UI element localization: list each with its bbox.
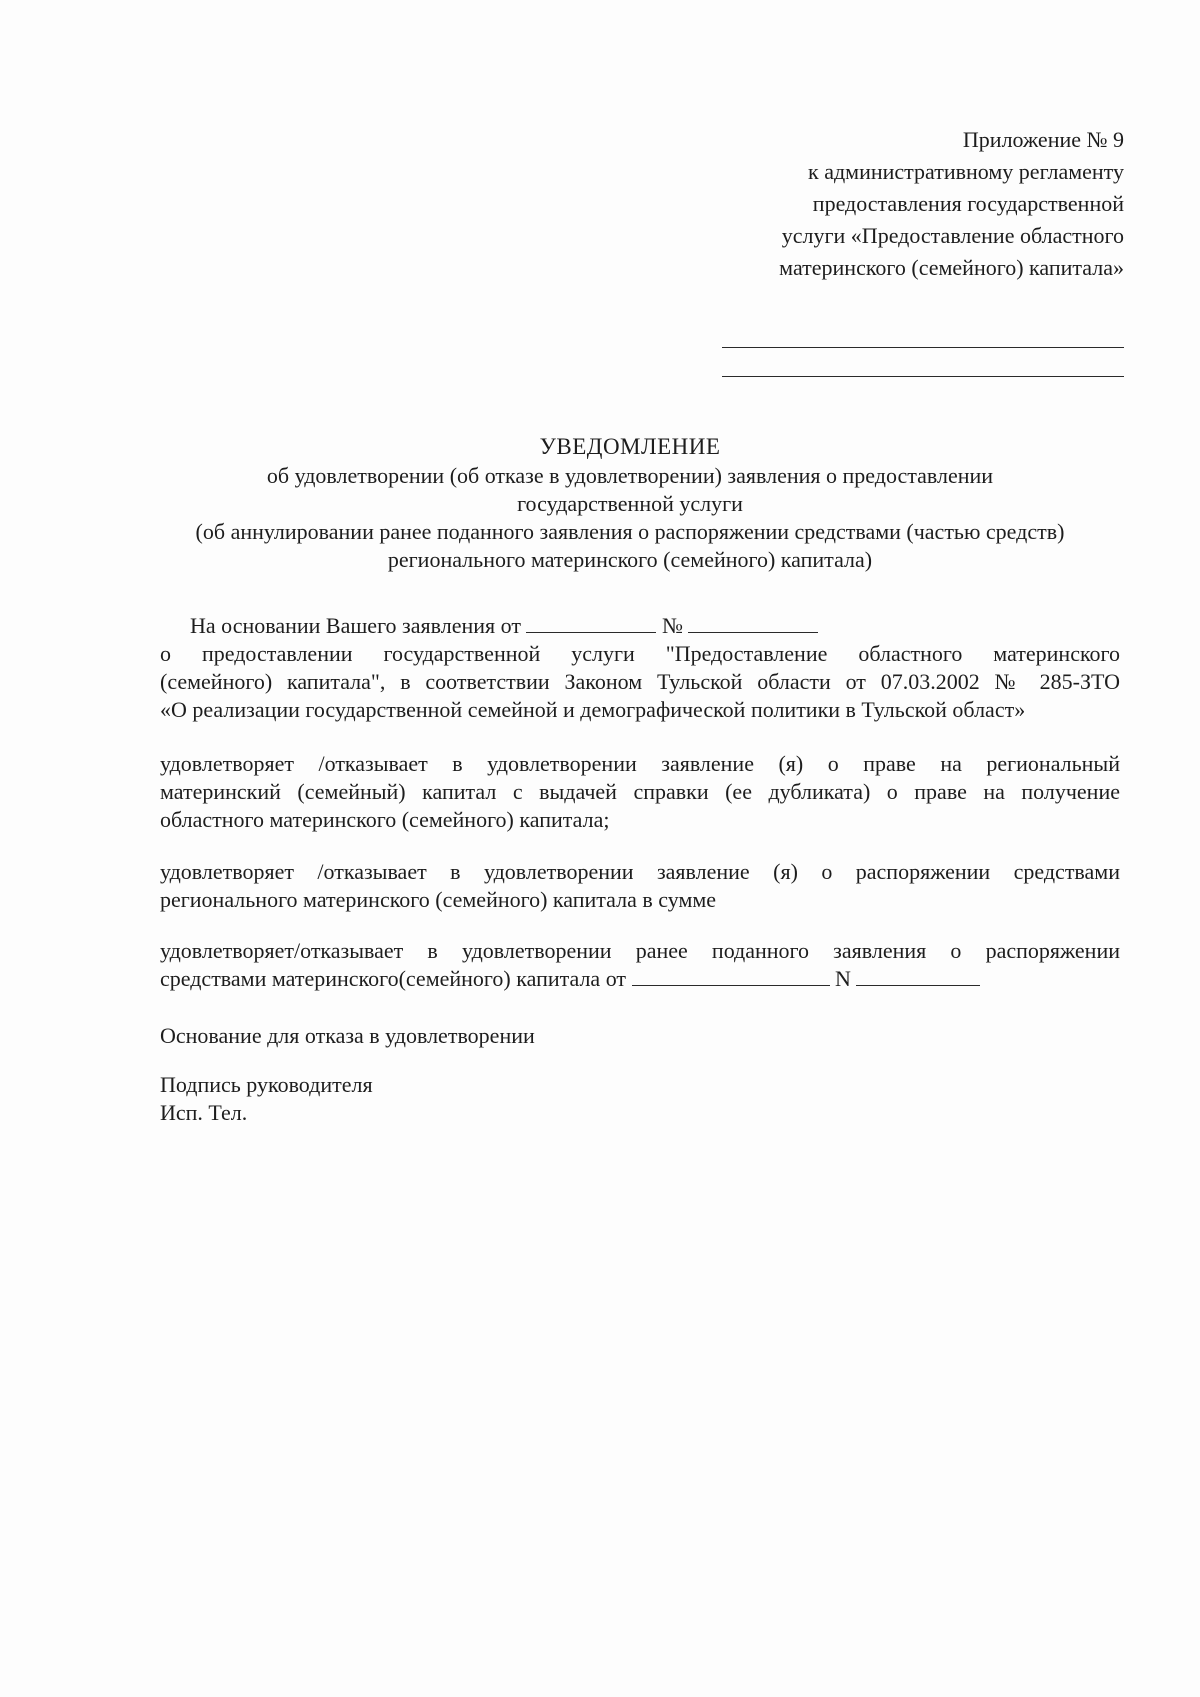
- application-number-blank[interactable]: [688, 614, 818, 633]
- appendix-line: к административному регламенту: [808, 159, 1124, 184]
- appendix-number: Приложение № 9: [962, 127, 1124, 152]
- appendix-header: [644, 124, 1124, 284]
- notice-subtitle-line: (об аннулировании ранее поданного заявления о распоряжении средствами (частью средств): [195, 519, 1065, 544]
- decision-line: регионального материнского (семейного) капитала в сумме: [160, 887, 717, 912]
- notice-subtitle-line: регионального материнского (семейного) капитала): [387, 547, 873, 572]
- decision-line: удовлетворяет /отказывает в удовлетворении заявление (я) о праве на региональный: [160, 751, 1120, 776]
- decision-line: материнский (семейный) капитал с выдачей справки (ее дубликата) о праве на получение: [160, 779, 1120, 804]
- previous-application-number-blank[interactable]: [856, 967, 980, 986]
- notice-title: УВЕДОМЛЕНИЕ: [539, 434, 721, 459]
- application-date-blank[interactable]: [526, 614, 656, 633]
- appendix-line: материнского (семейного) капитала»: [779, 255, 1124, 280]
- basis-paragraph: [160, 612, 1120, 724]
- signature-block: [160, 1071, 1120, 1127]
- basis-line: (семейного) капитала", в соответствии Законом Тульской области от 07.03.2002 № 285-ЗТО: [160, 669, 1120, 694]
- decision-line: удовлетворяет/отказывает в удовлетворении ранее поданного заявления о распоряжении: [160, 938, 1120, 963]
- number-sign: N: [835, 966, 851, 991]
- basis-prefix: На основании Вашего заявления от: [190, 613, 521, 638]
- appendix-line: услуги «Предоставление областного: [781, 223, 1124, 248]
- refusal-basis-line: [160, 1022, 1120, 1050]
- refusal-basis-text: Основание для отказа в удовлетворении: [160, 1023, 535, 1048]
- notice-subtitle-line: об удовлетворении (об отказе в удовлетворении) заявления о предоставлении: [266, 463, 994, 488]
- appendix-line: предоставления государственной: [812, 191, 1124, 216]
- notice-subtitle-line: государственной услуги: [517, 491, 743, 516]
- number-sign: №: [661, 613, 683, 638]
- basis-line: «О реализации государственной семейной и демографической политики в Тульской област»: [160, 697, 1026, 722]
- addressee-blank-line[interactable]: [722, 376, 1124, 377]
- decision-paragraph-3: [160, 937, 1120, 993]
- decision-paragraph-1: [160, 750, 1120, 834]
- notice-title-block: [140, 432, 1120, 574]
- decision-paragraph-2: [160, 858, 1120, 914]
- addressee-blank-line[interactable]: [722, 347, 1124, 348]
- decision-line-with-blanks: [160, 965, 1120, 993]
- basis-line: о предоставлении государственной услуги "Предоставление областного материнского: [160, 641, 1120, 666]
- signature-label: Подпись руководителя: [160, 1072, 373, 1097]
- executor-label: Исп. Тел.: [160, 1100, 248, 1125]
- previous-application-date-blank[interactable]: [632, 967, 830, 986]
- decision-line: областного материнского (семейного) капитала;: [160, 807, 610, 832]
- basis-first-line: [160, 612, 1120, 640]
- decision3-prefix: средствами материнского(семейного) капитала от: [160, 966, 627, 991]
- decision-line: удовлетворяет /отказывает в удовлетворении заявление (я) о распоряжении средствами: [160, 859, 1120, 884]
